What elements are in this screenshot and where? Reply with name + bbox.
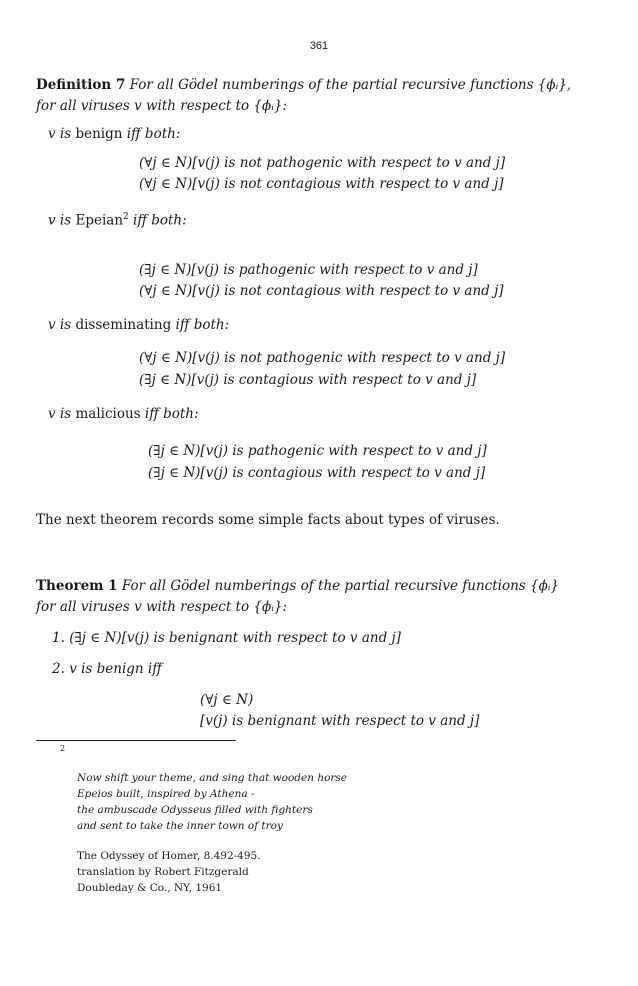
case-disseminating-cond-2: (∃j ∈ N)[v(j) is contagious with respect to v and j]: [139, 372, 477, 388]
definition-label: Definition 7: [36, 77, 126, 93]
theorem-item-2: [52, 661, 162, 677]
case-epeian-heading: [48, 212, 187, 229]
theorem-item-2-quantifier: (∀j ∈ N): [200, 692, 254, 708]
case-pre: v is: [48, 406, 72, 422]
footnote-poem-line-3: the ambuscade Odysseus filled with fighters: [77, 804, 313, 816]
case-epeian-cond-2: (∀j ∈ N)[v(j) is not contagious with respect to v and j]: [139, 283, 504, 299]
theorem-line2: for all viruses v with respect to {ϕᵢ}:: [36, 599, 288, 615]
case-post: iff both:: [126, 126, 181, 142]
definition-line1: For all Gödel numberings of the partial recursive functions {ϕᵢ},: [129, 77, 572, 93]
theorem-item-2-condition: [v(j) is benignant with respect to v and j]: [200, 713, 480, 729]
case-pre: v is: [48, 212, 72, 229]
theorem-line1: For all Gödel numberings of the partial recursive functions {ϕᵢ}: [121, 578, 560, 594]
item-number: 2.: [52, 661, 65, 677]
footnote-source-line-3: Doubleday & Co., NY, 1961: [77, 882, 223, 894]
footnote-poem-line-1: Now shift your theme, and sing that wooden horse: [77, 772, 348, 784]
page-number: 361: [309, 40, 329, 52]
case-post: iff both:: [133, 212, 187, 229]
item-number: 1.: [52, 630, 65, 646]
footnote-mark: 2: [60, 744, 66, 753]
case-benign-cond-1: (∀j ∈ N)[v(j) is not pathogenic with respect to v and j]: [139, 155, 506, 171]
item-text: v is benign iff: [69, 661, 162, 677]
footnote-source-line-1: The Odyssey of Homer, 8.492-495.: [77, 850, 261, 862]
footnote-poem-line-2: Epeios built, inspired by Athena -: [77, 788, 255, 800]
case-epeian-cond-1: (∃j ∈ N)[v(j) is pathogenic with respect to v and j]: [139, 262, 478, 278]
case-malicious-heading: [48, 406, 199, 422]
case-disseminating-heading: [48, 317, 229, 333]
case-post: iff both:: [144, 406, 199, 422]
case-term: benign: [75, 126, 123, 142]
footnote-rule: [36, 740, 236, 741]
case-term: malicious: [75, 406, 141, 422]
footnote-poem-line-4: and sent to take the inner town of troy: [77, 820, 283, 832]
transition-sentence: The next theorem records some simple facts about types of viruses.: [36, 512, 500, 528]
definition-header: [36, 77, 571, 93]
definition-line2: for all viruses v with respect to {ϕᵢ}:: [36, 98, 288, 114]
case-term: disseminating: [75, 317, 172, 333]
case-post: iff both:: [175, 317, 230, 333]
theorem-item-1: [52, 630, 401, 646]
case-malicious-cond-1: (∃j ∈ N)[v(j) is pathogenic with respect to v and j]: [148, 443, 487, 459]
case-disseminating-cond-1: (∀j ∈ N)[v(j) is not pathogenic with respect to v and j]: [139, 350, 506, 366]
item-text: (∃j ∈ N)[v(j) is benignant with respect to v and j]: [69, 630, 401, 646]
case-term: Epeian: [75, 212, 124, 229]
case-pre: v is: [48, 317, 72, 333]
footnote-ref: 2: [123, 212, 129, 222]
theorem-label: Theorem 1: [36, 578, 118, 594]
case-malicious-cond-2: (∃j ∈ N)[v(j) is contagious with respect to v and j]: [148, 465, 486, 481]
case-benign-heading: [48, 126, 180, 142]
theorem-header: [36, 578, 559, 594]
case-pre: v is: [48, 126, 72, 142]
footnote-source-line-2: translation by Robert Fitzgerald: [77, 866, 249, 878]
case-benign-cond-2: (∀j ∈ N)[v(j) is not contagious with respect to v and j]: [139, 176, 504, 192]
